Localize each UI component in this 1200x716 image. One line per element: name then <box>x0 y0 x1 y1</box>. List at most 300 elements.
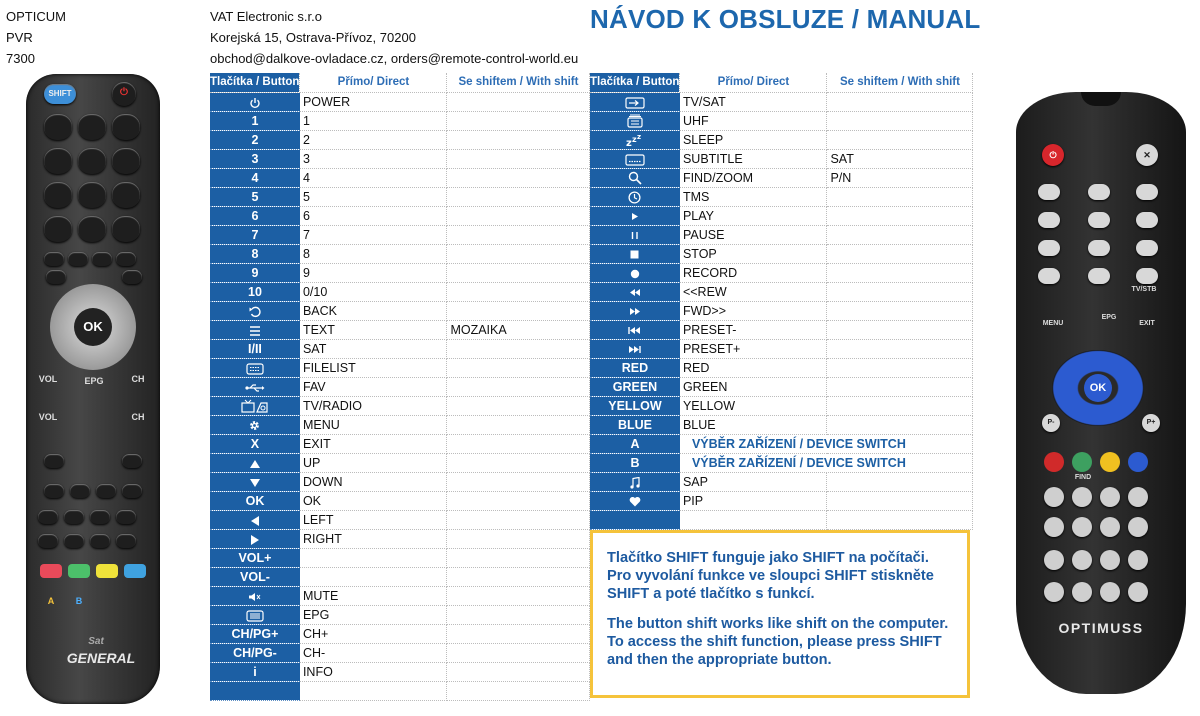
green-button <box>68 564 90 578</box>
dpad <box>50 284 136 370</box>
button-key <box>590 149 680 168</box>
green-button <box>1072 452 1092 472</box>
blue-button <box>1128 452 1148 472</box>
direct-function: 3 <box>300 149 447 168</box>
remote-key <box>1100 517 1120 537</box>
header-shift: Se shiftem / With shift <box>447 73 590 92</box>
shift-function <box>447 263 590 282</box>
table-row <box>590 339 973 358</box>
direct-function <box>300 567 447 586</box>
direct-function: 7 <box>300 225 447 244</box>
table-row <box>590 168 973 187</box>
button-key: B <box>590 453 680 472</box>
button-key: CH/PG- <box>210 643 300 662</box>
remote-key <box>46 270 66 284</box>
table-row <box>210 377 590 396</box>
remote-key <box>1128 550 1148 570</box>
table-row <box>210 662 590 681</box>
button-key <box>210 320 300 339</box>
remote-key <box>1044 517 1064 537</box>
p-plus-button: P+ <box>1142 414 1160 432</box>
ir-window <box>1081 92 1121 106</box>
table-row <box>590 358 973 377</box>
table-row <box>210 206 590 225</box>
table-row <box>590 453 973 472</box>
direct-function: MENU <box>300 415 447 434</box>
shift-function <box>827 472 973 491</box>
table-row <box>590 472 973 491</box>
table-row <box>210 472 590 491</box>
direct-function <box>680 510 827 529</box>
button-key <box>210 396 300 415</box>
clock-icon <box>628 190 641 204</box>
power-icon: ⏻ <box>112 82 136 106</box>
table-row <box>210 187 590 206</box>
down-icon <box>249 475 261 489</box>
epg-icon <box>246 608 264 622</box>
remote-key <box>1128 582 1148 602</box>
direct-function: PIP <box>680 491 827 510</box>
shift-function <box>447 472 590 491</box>
direct-function: RECORD <box>680 263 827 282</box>
table-row <box>210 168 590 187</box>
button-key: VOL+ <box>210 548 300 567</box>
svg-text:z: z <box>636 133 642 142</box>
button-key: OK <box>210 491 300 510</box>
shift-function <box>447 491 590 510</box>
device-type: PVR <box>6 30 33 45</box>
red-button <box>1044 452 1064 472</box>
remote-key <box>1044 550 1064 570</box>
button-key <box>590 263 680 282</box>
direct-function: RIGHT <box>300 529 447 548</box>
table-row <box>210 510 590 529</box>
direct-function: LEFT <box>300 510 447 529</box>
shift-function <box>827 263 973 282</box>
remote-key <box>44 484 64 498</box>
remote-key <box>96 484 116 498</box>
music-icon <box>630 475 640 489</box>
button-key: 6 <box>210 206 300 225</box>
table-row <box>210 282 590 301</box>
direct-function: INFO <box>300 662 447 681</box>
table-row <box>210 491 590 510</box>
button-key: GREEN <box>590 377 680 396</box>
remote-key <box>78 216 106 242</box>
mute-icon <box>248 589 262 603</box>
remote-key <box>1038 240 1060 256</box>
remote-key <box>122 270 142 284</box>
shift-function <box>447 586 590 605</box>
remote-key <box>68 252 88 266</box>
brand-sub-label: Sat <box>88 636 104 647</box>
stop-icon <box>630 247 639 261</box>
shift-function <box>827 244 973 263</box>
table-row <box>210 130 590 149</box>
next-icon <box>628 342 641 356</box>
remote-key <box>70 484 90 498</box>
button-key <box>590 301 680 320</box>
yellow-button <box>1100 452 1120 472</box>
ok-button: OK <box>74 308 112 346</box>
right-icon <box>250 532 260 546</box>
table-row <box>210 548 590 567</box>
table-row <box>590 149 973 168</box>
table-row <box>210 453 590 472</box>
shift-function <box>827 225 973 244</box>
table-row <box>210 301 590 320</box>
direct-function: PRESET+ <box>680 339 827 358</box>
table-row <box>210 586 590 605</box>
table-row <box>590 187 973 206</box>
button-key <box>590 130 680 149</box>
epg-label: EPG <box>1101 314 1117 321</box>
direct-function: FIND/ZOOM <box>680 168 827 187</box>
mute-icon: ✕ <box>1136 144 1158 166</box>
button-key: 3 <box>210 149 300 168</box>
remote-key <box>1136 240 1158 256</box>
button-key: 4 <box>210 168 300 187</box>
remote-key <box>44 148 72 174</box>
table-row <box>210 111 590 130</box>
direct-function: YELLOW <box>680 396 827 415</box>
shift-function <box>827 206 973 225</box>
b-button: B <box>75 596 83 606</box>
shift-function <box>447 301 590 320</box>
direct-function: DOWN <box>300 472 447 491</box>
button-key <box>590 92 680 111</box>
table-row <box>590 301 973 320</box>
direct-function: FAV <box>300 377 447 396</box>
power-icon <box>249 95 261 109</box>
yellow-button <box>96 564 118 578</box>
company-info <box>210 6 578 69</box>
remote-key <box>90 534 110 548</box>
a-button: A <box>47 596 55 606</box>
button-key: X <box>210 434 300 453</box>
direct-function: POWER <box>300 92 447 111</box>
table-row <box>210 149 590 168</box>
button-key: 7 <box>210 225 300 244</box>
shift-function <box>447 396 590 415</box>
shift-function <box>827 92 973 111</box>
usb-icon <box>245 380 265 394</box>
ch-up-label: CH <box>131 374 145 384</box>
epg-label: EPG <box>84 376 104 386</box>
remote-key <box>90 510 110 524</box>
table-row <box>590 377 973 396</box>
remote-key <box>44 182 72 208</box>
button-key <box>590 282 680 301</box>
remote-key <box>1088 268 1110 284</box>
remote-key <box>1100 487 1120 507</box>
direct-function: SAT <box>300 339 447 358</box>
shift-function <box>447 681 590 700</box>
remote-key <box>122 454 142 468</box>
direct-function: UP <box>300 453 447 472</box>
remote-key <box>44 252 64 266</box>
text-icon <box>248 323 262 337</box>
table-row <box>590 415 973 434</box>
shift-function <box>827 491 973 510</box>
left-icon <box>250 513 260 527</box>
remote-key <box>1038 212 1060 228</box>
direct-function: MUTE <box>300 586 447 605</box>
direct-function: GREEN <box>680 377 827 396</box>
direct-function: TEXT <box>300 320 447 339</box>
direct-function: BACK <box>300 301 447 320</box>
button-key <box>590 206 680 225</box>
dpad <box>1052 350 1144 426</box>
menu-label: MENU <box>1042 320 1064 327</box>
button-key: 1 <box>210 111 300 130</box>
button-key <box>210 681 300 700</box>
button-key: 9 <box>210 263 300 282</box>
right-button-table <box>590 73 973 530</box>
remote-key <box>1088 212 1110 228</box>
shift-note <box>590 530 970 698</box>
remote-key <box>78 114 106 140</box>
shift-button: SHIFT <box>44 84 76 104</box>
table-row <box>210 643 590 662</box>
table-row <box>210 244 590 263</box>
device-switch-text: VÝBĚR ZAŘÍZENÍ / DEVICE SWITCH <box>680 434 973 453</box>
header-direct: Přímo/ Direct <box>300 73 447 92</box>
shift-function <box>447 567 590 586</box>
button-key: 8 <box>210 244 300 263</box>
tvsat-icon <box>625 95 645 109</box>
button-key <box>210 529 300 548</box>
remote-key <box>44 454 64 468</box>
button-key: A <box>590 434 680 453</box>
direct-function: TV/RADIO <box>300 396 447 415</box>
button-key <box>590 339 680 358</box>
back-icon <box>248 304 262 318</box>
shift-function <box>447 244 590 263</box>
shift-function <box>827 358 973 377</box>
table-row <box>210 434 590 453</box>
shift-function <box>447 187 590 206</box>
table-row <box>210 225 590 244</box>
header-button: Tlačítka / Button <box>590 73 680 92</box>
svg-text:z: z <box>631 135 637 145</box>
button-key: I/II <box>210 339 300 358</box>
header-button: Tlačítka / Button <box>210 73 300 92</box>
heart-icon <box>629 494 641 508</box>
table-row <box>210 681 590 700</box>
remote-key <box>112 114 140 140</box>
table-row <box>590 282 973 301</box>
button-key <box>210 301 300 320</box>
remote-key <box>116 534 136 548</box>
up-icon <box>249 456 261 470</box>
shift-function: SAT <box>827 149 973 168</box>
remote-key <box>64 534 84 548</box>
table-row <box>210 567 590 586</box>
remote-key <box>38 510 58 524</box>
remote-key <box>1072 550 1092 570</box>
direct-function: SUBTITLE <box>680 149 827 168</box>
shift-function <box>447 358 590 377</box>
button-key <box>590 187 680 206</box>
direct-function: PRESET- <box>680 320 827 339</box>
button-key <box>210 472 300 491</box>
button-key <box>210 605 300 624</box>
direct-function <box>300 548 447 567</box>
shift-function <box>827 301 973 320</box>
brand-logo: GENERAL <box>66 650 136 666</box>
shift-note-en: The button shift works like shift on the computer. To access the shift function, please press SHIFT and then the appropriate button. <box>607 616 949 668</box>
page-title: NÁVOD K OBSLUZE / MANUAL <box>590 4 981 34</box>
table-row <box>210 320 590 339</box>
zoom-icon <box>628 170 642 185</box>
exit-label: EXIT <box>1139 320 1155 327</box>
button-key: VOL- <box>210 567 300 586</box>
find-label: FIND <box>1074 474 1092 481</box>
table-row <box>210 92 590 111</box>
company-address: Korejská 15, Ostrava-Přívoz, 70200 <box>210 30 416 45</box>
button-key <box>210 586 300 605</box>
remote-key <box>112 182 140 208</box>
shift-function <box>447 662 590 681</box>
button-key <box>210 92 300 111</box>
shift-function <box>447 624 590 643</box>
button-key <box>210 510 300 529</box>
direct-function: RED <box>680 358 827 377</box>
vol-up-label: VOL <box>38 374 58 384</box>
shift-function <box>827 187 973 206</box>
brand-logo: OPTIMUSS <box>1058 620 1144 636</box>
company-name: VAT Electronic s.r.o <box>210 9 322 24</box>
shift-function <box>827 282 973 301</box>
record-icon <box>630 266 640 280</box>
shift-function <box>447 225 590 244</box>
remote-key <box>1088 184 1110 200</box>
gear-icon <box>248 418 261 432</box>
direct-function: BLUE <box>680 415 827 434</box>
direct-function: UHF <box>680 111 827 130</box>
remote-left-image <box>26 74 160 704</box>
table-row <box>210 624 590 643</box>
table-row <box>210 263 590 282</box>
direct-function: SLEEP <box>680 130 827 149</box>
direct-function: TMS <box>680 187 827 206</box>
button-key: i <box>210 662 300 681</box>
direct-function: 1 <box>300 111 447 130</box>
prev-icon <box>628 323 641 337</box>
blue-button <box>124 564 146 578</box>
p-minus-button: P- <box>1042 414 1060 432</box>
table-row <box>590 396 973 415</box>
table-row <box>210 605 590 624</box>
shift-function <box>827 377 973 396</box>
left-button-table <box>210 73 590 701</box>
table-row <box>590 111 973 130</box>
direct-function: 4 <box>300 168 447 187</box>
remote-key <box>1072 517 1092 537</box>
button-key: BLUE <box>590 415 680 434</box>
direct-function: PAUSE <box>680 225 827 244</box>
button-key <box>590 491 680 510</box>
shift-function <box>447 339 590 358</box>
table-row <box>590 130 973 149</box>
red-button <box>40 564 62 578</box>
shift-function <box>447 168 590 187</box>
play-icon <box>631 209 639 223</box>
button-key: CH/PG+ <box>210 624 300 643</box>
device-switch-text: VÝBĚR ZAŘÍZENÍ / DEVICE SWITCH <box>680 453 973 472</box>
remote-key <box>1100 582 1120 602</box>
shift-function <box>827 130 973 149</box>
button-key <box>590 320 680 339</box>
table-row <box>210 358 590 377</box>
uhf-icon <box>626 113 644 128</box>
tv-radio-icon <box>241 398 269 413</box>
button-key: 2 <box>210 130 300 149</box>
table-row <box>590 263 973 282</box>
table-row <box>590 225 973 244</box>
tvstb-label: TV/STB <box>1131 286 1157 293</box>
button-key <box>210 358 300 377</box>
direct-function: 0/10 <box>300 282 447 301</box>
remote-key <box>116 510 136 524</box>
shift-function <box>447 206 590 225</box>
button-key: RED <box>590 358 680 377</box>
table-row <box>590 434 973 453</box>
shift-function <box>447 92 590 111</box>
subtitle-icon <box>625 152 645 166</box>
remote-key <box>64 510 84 524</box>
header-shift: Se shiftem / With shift <box>827 73 973 92</box>
sleep-icon <box>626 132 644 147</box>
model-number: 7300 <box>6 51 35 66</box>
table-row <box>210 396 590 415</box>
button-key <box>590 225 680 244</box>
remote-key <box>1100 550 1120 570</box>
table-row <box>590 92 973 111</box>
shift-function: MOZAIKA <box>447 320 590 339</box>
button-key <box>590 472 680 491</box>
shift-function <box>447 415 590 434</box>
remote-key <box>1136 268 1158 284</box>
shift-function <box>447 453 590 472</box>
remote-key <box>112 216 140 242</box>
button-key <box>590 510 680 529</box>
remote-key <box>1128 487 1148 507</box>
rewind-icon <box>629 285 641 299</box>
shift-function <box>447 149 590 168</box>
table-row <box>590 206 973 225</box>
remote-key <box>116 252 136 266</box>
table-row <box>590 510 973 529</box>
shift-function: P/N <box>827 168 973 187</box>
ch-down-label: CH <box>131 412 145 422</box>
remote-key <box>92 252 112 266</box>
forward-icon <box>629 304 641 318</box>
shift-function <box>447 130 590 149</box>
shift-function <box>447 529 590 548</box>
table-row <box>590 320 973 339</box>
shift-function <box>827 320 973 339</box>
remote-key <box>1128 517 1148 537</box>
brand-name: OPTICUM <box>6 9 66 24</box>
remote-key <box>1088 240 1110 256</box>
direct-function: 8 <box>300 244 447 263</box>
remote-right-image <box>1016 92 1186 694</box>
model-info <box>6 6 66 69</box>
ok-button: OK <box>1084 374 1112 402</box>
button-key <box>590 168 680 187</box>
